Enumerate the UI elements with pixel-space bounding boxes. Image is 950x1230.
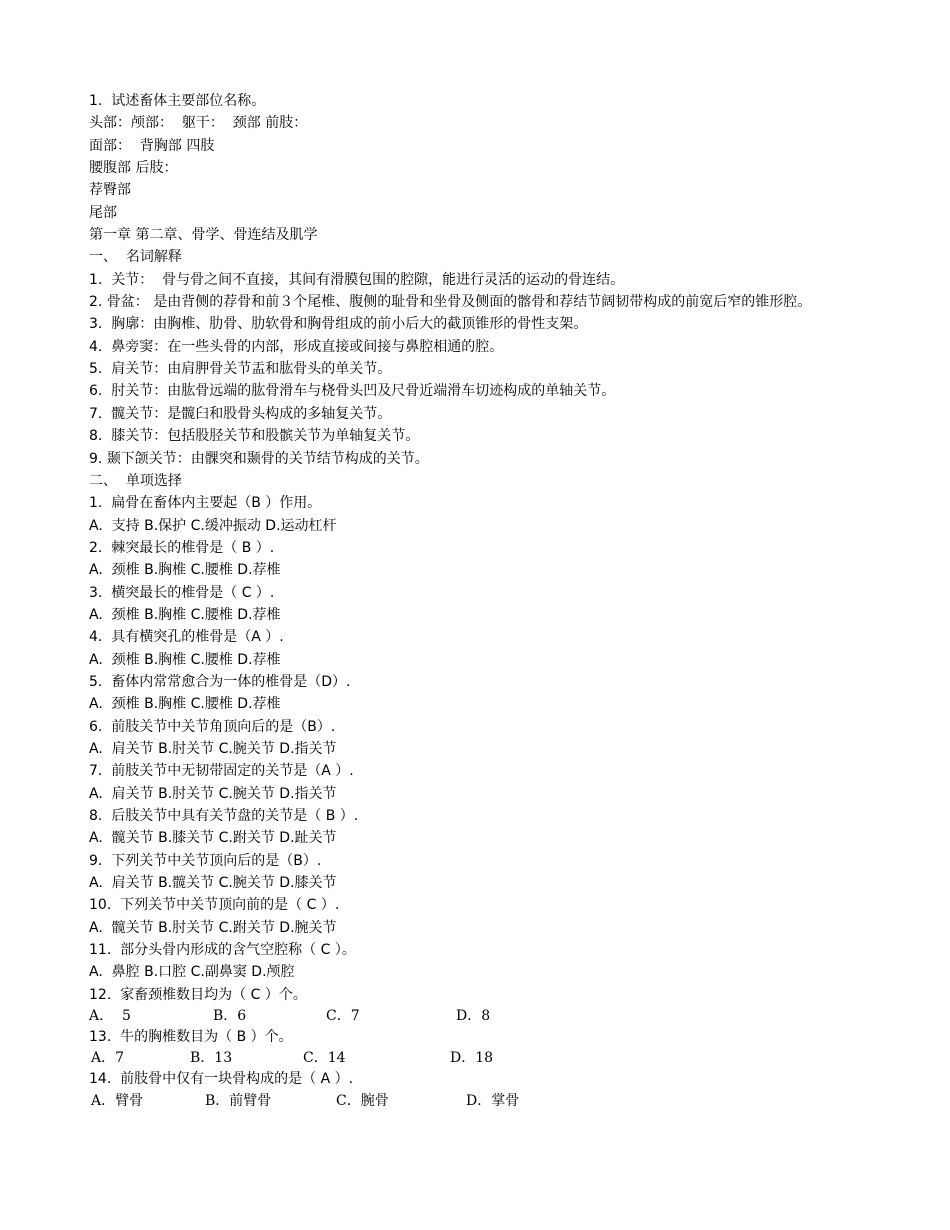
options-line xyxy=(89,1006,859,1026)
options-line: A. 颈椎 B.胸椎 C.腰椎 D.荐椎 xyxy=(89,696,281,713)
text-line: 尾部 xyxy=(89,204,117,221)
question-line: 14. 前肢骨中仅有一块骨构成的是（ A ）. xyxy=(89,1071,354,1088)
question-line: 9. 下列关节中关节顶向后的是（B）. xyxy=(89,852,322,869)
option-b: B．6 xyxy=(213,1008,247,1025)
question-line: 4. 具有横突孔的椎骨是（A ）. xyxy=(89,629,284,646)
options-line: A. 肩关节 B.肘关节 C.腕关节 D.指关节 xyxy=(89,785,337,802)
options-line: A. 颈椎 B.胸椎 C.腰椎 D.荐椎 xyxy=(89,562,281,579)
options-line: A. 颈椎 B.胸椎 C.腰椎 D.荐椎 xyxy=(89,606,281,623)
options-line xyxy=(89,1048,859,1068)
chapter-heading: 第一章 第二章、骨学、骨连结及肌学 xyxy=(89,227,318,244)
definition-item: 4. 鼻旁窦：在一些头骨的内部，形成直接或间接与鼻腔相通的腔。 xyxy=(89,338,504,355)
question-line: 8. 后肢关节中具有关节盘的关节是（ B ）. xyxy=(89,808,359,824)
option-c: C．7 xyxy=(326,1008,360,1025)
option-a: A． 5 xyxy=(89,1008,131,1025)
document-body xyxy=(89,90,859,1111)
question-line: 6. 前肢关节中关节角顶向后的是（B）. xyxy=(89,718,336,735)
question-line: 2. 棘突最长的椎骨是（ B ）. xyxy=(89,539,275,556)
definition-item: 6. 肘关节：由肱骨远端的肱骨滑车与桡骨头凹及尺骨近端滑车切迹构成的单轴关节。 xyxy=(89,383,616,400)
definition-item: 1. 关节： 骨与骨之间不直接，其间有滑膜包围的腔隙，能进行灵活的运动的骨连结。 xyxy=(89,271,625,288)
section-heading: 二、 单项选择 xyxy=(89,472,182,489)
text-line: 面部： 背胸部 四肢 xyxy=(89,137,215,154)
question-line: 1. 扁骨在畜体内主要起（B ）作用。 xyxy=(89,495,322,512)
option-d: D．18 xyxy=(450,1050,494,1067)
option-a: A．臂骨 xyxy=(91,1092,144,1109)
question-line: 13. 牛的胸椎数目为（ B ）个。 xyxy=(89,1029,293,1046)
option-c: C．14 xyxy=(303,1050,346,1067)
option-b: B．前臂骨 xyxy=(205,1092,272,1109)
question-line: 7. 前肢关节中无韧带固定的关节是（A ）. xyxy=(89,763,354,780)
option-a: A．7 xyxy=(91,1050,125,1067)
options-line: A. 颈椎 B.胸椎 C.腰椎 D.荐椎 xyxy=(89,651,281,668)
definition-item: 5. 肩关节：由肩胛骨关节盂和肱骨头的单关节。 xyxy=(89,361,392,378)
option-c: C．腕骨 xyxy=(336,1092,389,1109)
options-line: A. 支持 B.保护 C.缓冲振动 D.运动杠杆 xyxy=(89,517,337,534)
options-line: A. 髋关节 B.膝关节 C.跗关节 D.趾关节 xyxy=(89,830,337,847)
question-line: 5. 畜体内常常愈合为一体的椎骨是（D）. xyxy=(89,673,351,690)
option-d: D．掌骨 xyxy=(466,1092,520,1109)
text-line: 腰腹部 后肢： xyxy=(89,160,178,177)
text-line: 头部：颅部： 躯干： 颈部 前肢： xyxy=(89,115,308,132)
text-line: 1. 试述畜体主要部位名称。 xyxy=(89,93,266,109)
question-line: 10. 下列关节中关节顶向前的是（ C ）. xyxy=(89,897,340,914)
options-line: A. 肩关节 B.髋关节 C.腕关节 D.膝关节 xyxy=(89,875,337,892)
section-heading: 一、 名词解释 xyxy=(89,249,182,266)
text-line: 荐臀部 xyxy=(89,182,131,199)
question-line: 3. 横突最长的椎骨是（ C ）. xyxy=(89,584,275,601)
definition-item: 2. 骨盆： 是由背侧的荐骨和前３个尾椎、腹侧的耻骨和坐骨及侧面的髂骨和荐结节阔韧带构成的前宽后窄的锥形腔。 xyxy=(89,294,812,311)
definition-item: 7. 髋关节：是髋臼和股骨头构成的多轴复关节。 xyxy=(89,405,392,422)
question-line: 12. 家畜颈椎数目均为（ C ）个。 xyxy=(89,986,307,1003)
options-line: A. 肩关节 B.肘关节 C.腕关节 D.指关节 xyxy=(89,740,337,757)
definition-item: 9. 颞下颌关节：由髁突和颞骨的关节结节构成的关节。 xyxy=(89,450,429,467)
option-d: D．8 xyxy=(456,1008,491,1025)
options-line: A. 髋关节 B.肘关节 C.跗关节 D.腕关节 xyxy=(89,919,337,936)
option-b: B．13 xyxy=(190,1050,233,1067)
definition-item: 8. 膝关节：包括股胫关节和股髌关节为单轴复关节。 xyxy=(89,428,420,445)
definition-item: 3. 胸廓：由胸椎、肋骨、肋软骨和胸骨组成的前小后大的截顶锥形的骨性支架。 xyxy=(89,316,588,333)
options-line: A. 鼻腔 B.口腔 C.副鼻窦 D.颅腔 xyxy=(89,964,295,981)
question-line: 11. 部分头骨内形成的含气空腔称（ C ）。 xyxy=(89,942,356,959)
options-line xyxy=(89,1091,859,1111)
